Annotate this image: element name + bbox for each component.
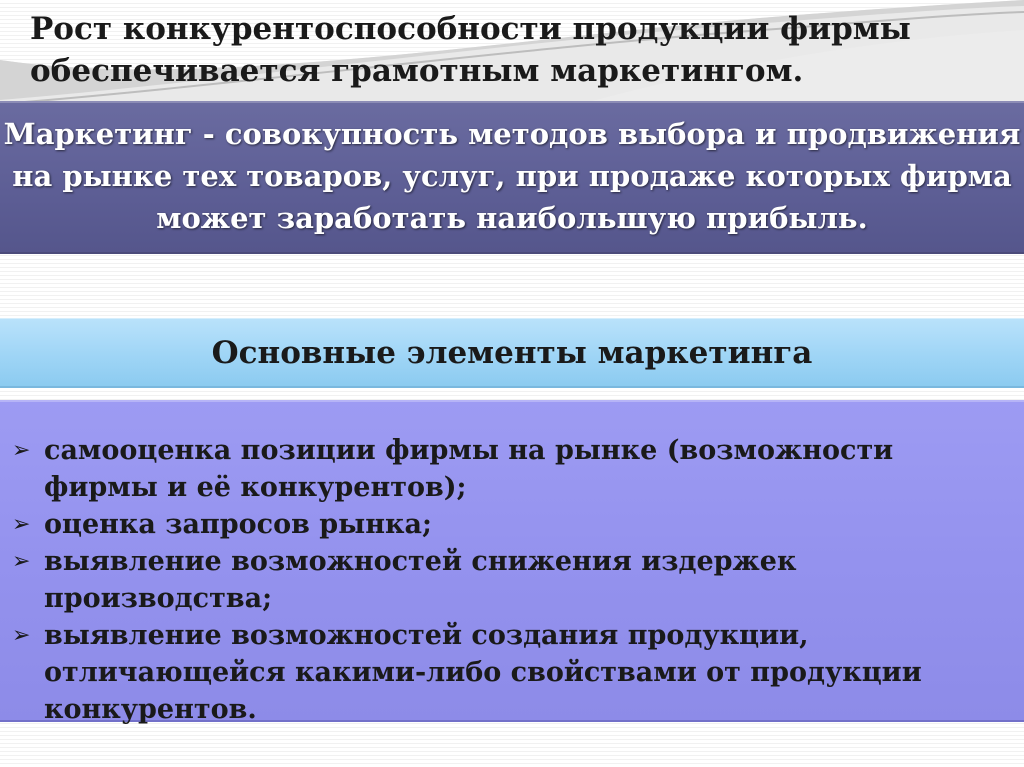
- definition-line-1: Маркетинг - совокупность методов выбора и продвижения: [3, 117, 1021, 151]
- arrowhead-bullet-icon: ➢: [12, 438, 31, 463]
- section-heading: Основные элементы маркетинга: [211, 335, 813, 371]
- title-line-1: Рост конкурентоспособности продукции фирмы: [30, 11, 911, 47]
- list-item: [0, 432, 1010, 506]
- title-line-2: обеспечивается грамотным маркетингом.: [30, 53, 804, 89]
- definition-line-3: может заработать наибольшую прибыль.: [156, 201, 868, 235]
- list-item: [0, 617, 1010, 728]
- arrowhead-bullet-icon: ➢: [12, 623, 31, 648]
- list-item-text: самооценка позиции фирмы на рынке (возможности фирмы и её конкурентов);: [44, 435, 894, 503]
- list-item: [0, 506, 1010, 543]
- slide-title: [30, 8, 930, 92]
- definition-text: [0, 113, 1024, 239]
- list-item: [0, 543, 1010, 617]
- definition-line-2: на рынке тех товаров, услуг, при продаже которых фирма: [12, 159, 1012, 193]
- list-item-text: выявление возможностей создания продукции, отличающейся какими-либо свойствами от продукции конкурентов.: [44, 620, 922, 725]
- arrowhead-bullet-icon: ➢: [12, 512, 31, 537]
- arrowhead-bullet-icon: ➢: [12, 549, 31, 574]
- list-item-text: выявление возможностей снижения издержек производства;: [44, 546, 797, 614]
- list-item-text: оценка запросов рынка;: [44, 509, 432, 540]
- marketing-elements-list: [0, 432, 1010, 728]
